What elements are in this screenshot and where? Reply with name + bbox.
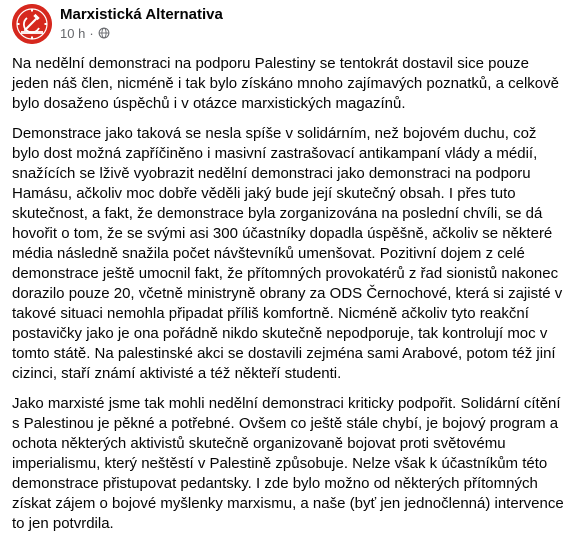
page-avatar[interactable] xyxy=(12,4,52,44)
post-paragraph-3: Jako marxisté jsme tak mohli nedělní demonstraci kriticky podpořit. Solidární cítění s Palestinou je pěkné a potřebné. Ovšem co ještě stále chybí, je bojový program a ochota některých aktivistů skutečně organizovaně bojovat proti světovému imperialismu, který neštěstí v Palestině způsobuje. Nelze však k účastníkům této demonstrace přistupovat pedantsky. I zde bylo možno od některých přítomných získat zájem o bojové myšlenky marxismu, a naše (byť jen jednočlenná) intervence to jen potvrdila. xyxy=(12,395,564,532)
post-paragraph-1: Na nedělní demonstraci na podporu Palestiny se tentokrát dostavil sice pouze jeden náš člen, nicméně i tak bylo získáno mnoho zajímavých poznatků, a celkově bylo dosaženo úspěchů i v otázce marxistických magazínů. xyxy=(12,55,559,112)
globe-icon[interactable] xyxy=(98,27,110,39)
meta-separator: · xyxy=(89,25,94,41)
post-paragraph-2: Demonstrace jako taková se nesla spíše v solidárním, než bojovém duchu, což bylo dost možná zapříčiněno i masivní zastrašovací antikampaní vlády a médií, snažících se lživě vyobrazit nedělní demonstraci jako demonstraci na podporu Hamásu, ačkoliv moc dobře věděli jaký bude její skutečný obsah. I přes tuto skutečnost, a fakt, že demonstrace byla zorganizována na poslední chvíli, se dá hovořit o tom, že se svými asi 300 účastníky dopadla úspěšně, ačkoliv se některé média následně snažila počet návštevníků umenšovat. Pozitivní dojem z celé demonstrace ještě umocnil fakt, že přítomných provokatérů z řad sionistů nakonec dorazilo pouze 20, včetně ministryně obrany za ODS Černochové, která si zajisté v takové situaci nemohla připadat příliš komfortně. Nicméně ačkoliv tyto reakční postavičky jako je ona pořádně nikdo skutečně nepodporuje, tak kontrolují moc v tomto státě. Na palestinské akci se dostavili zejména sami Arabové, potom též jiní cizinci, staří známí aktivisté a též někteří studenti. xyxy=(12,125,563,382)
post-time[interactable]: 10 h xyxy=(60,25,86,41)
post-body xyxy=(12,54,566,534)
post-header xyxy=(12,0,566,46)
author-block xyxy=(60,5,223,42)
red-emblem-logo-icon xyxy=(12,4,52,44)
author-name[interactable]: Marxistická Alternativa xyxy=(60,5,223,23)
post-meta xyxy=(60,25,223,42)
